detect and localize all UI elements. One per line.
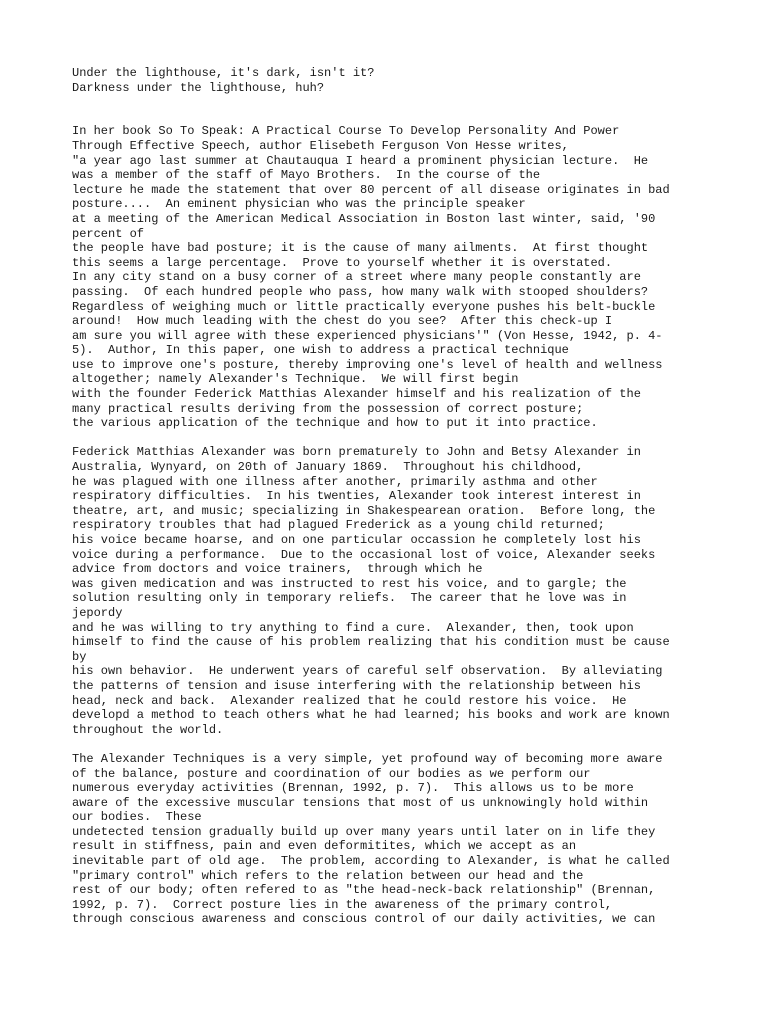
- text-line: altogether; namely Alexander's Technique. We will first begin: [72, 372, 519, 387]
- text-line: am sure you will agree with these experienced physicians'" (Von Hesse, 1942, p. 4-: [72, 328, 663, 343]
- text-line: theatre, art, and music; specializing in Shakespearean oration. Before long, the: [72, 503, 656, 518]
- text-line: this seems a large percentage. Prove to yourself whether it is overstated.: [72, 255, 613, 270]
- text-line: throughout the world.: [72, 722, 224, 737]
- text-line: the various application of the technique and how to put it into practice.: [72, 416, 598, 431]
- text-line: undetected tension gradually build up over many years until later on in life they: [72, 824, 656, 839]
- text-line: 1992, p. 7). Correct posture lies in the awareness of the primary control,: [72, 897, 613, 912]
- text-line: head, neck and back. Alexander realized that he could restore his voice. He: [72, 693, 627, 708]
- document-page: [72, 66, 752, 927]
- text-line: jepordy: [72, 605, 123, 620]
- text-line: "a year ago last summer at Chautauqua I heard a prominent physician lecture. He: [72, 153, 649, 168]
- text-line: "primary control" which refers to the relation between our head and the: [72, 868, 584, 883]
- text-line: aware of the excessive muscular tensions that most of us unknowingly hold within: [72, 795, 649, 810]
- text-line: 5). Author, In this paper, one wish to address a practical technique: [72, 343, 569, 358]
- text-line: In her book So To Speak: A Practical Course To Develop Personality And Power: [72, 124, 620, 139]
- text-line: passing. Of each hundred people who pass, how many walk with stooped shoulders?: [72, 284, 649, 299]
- text-line: was given medication and was instructed to rest his voice, and to gargle; the: [72, 576, 627, 591]
- text-line: voice during a performance. Due to the occasional lost of voice, Alexander seeks: [72, 547, 656, 562]
- blank-line: [72, 431, 752, 446]
- text-line: percent of: [72, 226, 145, 241]
- blank-line: [72, 95, 752, 110]
- text-line: by: [72, 649, 87, 664]
- text-line: advice from doctors and voice trainers, through which he: [72, 562, 483, 577]
- text-line: Through Effective Speech, author Elisebeth Ferguson Von Hesse writes,: [72, 138, 569, 153]
- text-line: with the founder Federick Matthias Alexander himself and his realization of the: [72, 387, 641, 402]
- text-line: Regardless of weighing much or little practically everyone pushes his belt-buckle: [72, 299, 656, 314]
- text-line: inevitable part of old age. The problem, according to Alexander, is what he called: [72, 854, 670, 869]
- text-line: result in stiffness, pain and even deformitites, which we accept as an: [72, 839, 577, 854]
- text-line: and he was willing to try anything to find a cure. Alexander, then, took upon: [72, 620, 634, 635]
- text-line: Australia, Wynyard, on 20th of January 1869. Throughout his childhood,: [72, 460, 584, 475]
- text-line: through conscious awareness and conscious control of our daily activities, we can: [72, 912, 656, 927]
- text-line: Federick Matthias Alexander was born prematurely to John and Betsy Alexander in: [72, 445, 641, 460]
- text-line: he was plagued with one illness after another, primarily asthma and other: [72, 474, 598, 489]
- text-line: many practical results deriving from the possession of correct posture;: [72, 401, 584, 416]
- text-line: was a member of the staff of Mayo Brothers. In the course of the: [72, 168, 541, 183]
- text-line: posture.... An eminent physician who was the principle speaker: [72, 197, 526, 212]
- blank-line: [72, 110, 752, 125]
- text-line: use to improve one's posture, thereby improving one's level of health and wellness: [72, 357, 663, 372]
- text-line: around! How much leading with the chest do you see? After this check-up I: [72, 314, 613, 329]
- text-line: The Alexander Techniques is a very simple, yet profound way of becoming more aware: [72, 751, 663, 766]
- text-line: himself to find the cause of his problem realizing that his condition must be cause: [72, 635, 670, 650]
- text-line: respiratory troubles that had plagued Frederick as a young child returned;: [72, 518, 605, 533]
- text-line: our bodies. These: [72, 810, 202, 825]
- text-line: lecture he made the statement that over 80 percent of all disease originates in bad: [72, 182, 670, 197]
- text-line: Under the lighthouse, it's dark, isn't it?: [72, 66, 375, 80]
- text-line: at a meeting of the American Medical Association in Boston last winter, said, '90: [72, 211, 656, 226]
- text-line: developd a method to teach others what he had learned; his books and work are known: [72, 708, 670, 723]
- text-line: of the balance, posture and coordination of our bodies as we perform our: [72, 766, 591, 781]
- text-line: In any city stand on a busy corner of a street where many people constantly are: [72, 270, 641, 285]
- text-line: his own behavior. He underwent years of careful self observation. By alleviating: [72, 664, 663, 679]
- blank-line: [72, 737, 752, 752]
- text-line: his voice became hoarse, and on one particular occassion he completely lost his: [72, 533, 641, 547]
- text-line: the people have bad posture; it is the cause of many ailments. At first thought: [72, 241, 649, 256]
- text-line: rest of our body; often refered to as "the head-neck-back relationship" (Brennan,: [72, 883, 656, 898]
- text-line: the patterns of tension and isuse interfering with the relationship between his: [72, 678, 641, 693]
- text-line: respiratory difficulties. In his twenties, Alexander took interest interest in: [72, 489, 641, 504]
- text-line: numerous everyday activities (Brennan, 1992, p. 7). This allows us to be more: [72, 781, 634, 796]
- text-line: solution resulting only in temporary reliefs. The career that he love was in: [72, 591, 627, 606]
- text-line: Darkness under the lighthouse, huh?: [72, 80, 325, 95]
